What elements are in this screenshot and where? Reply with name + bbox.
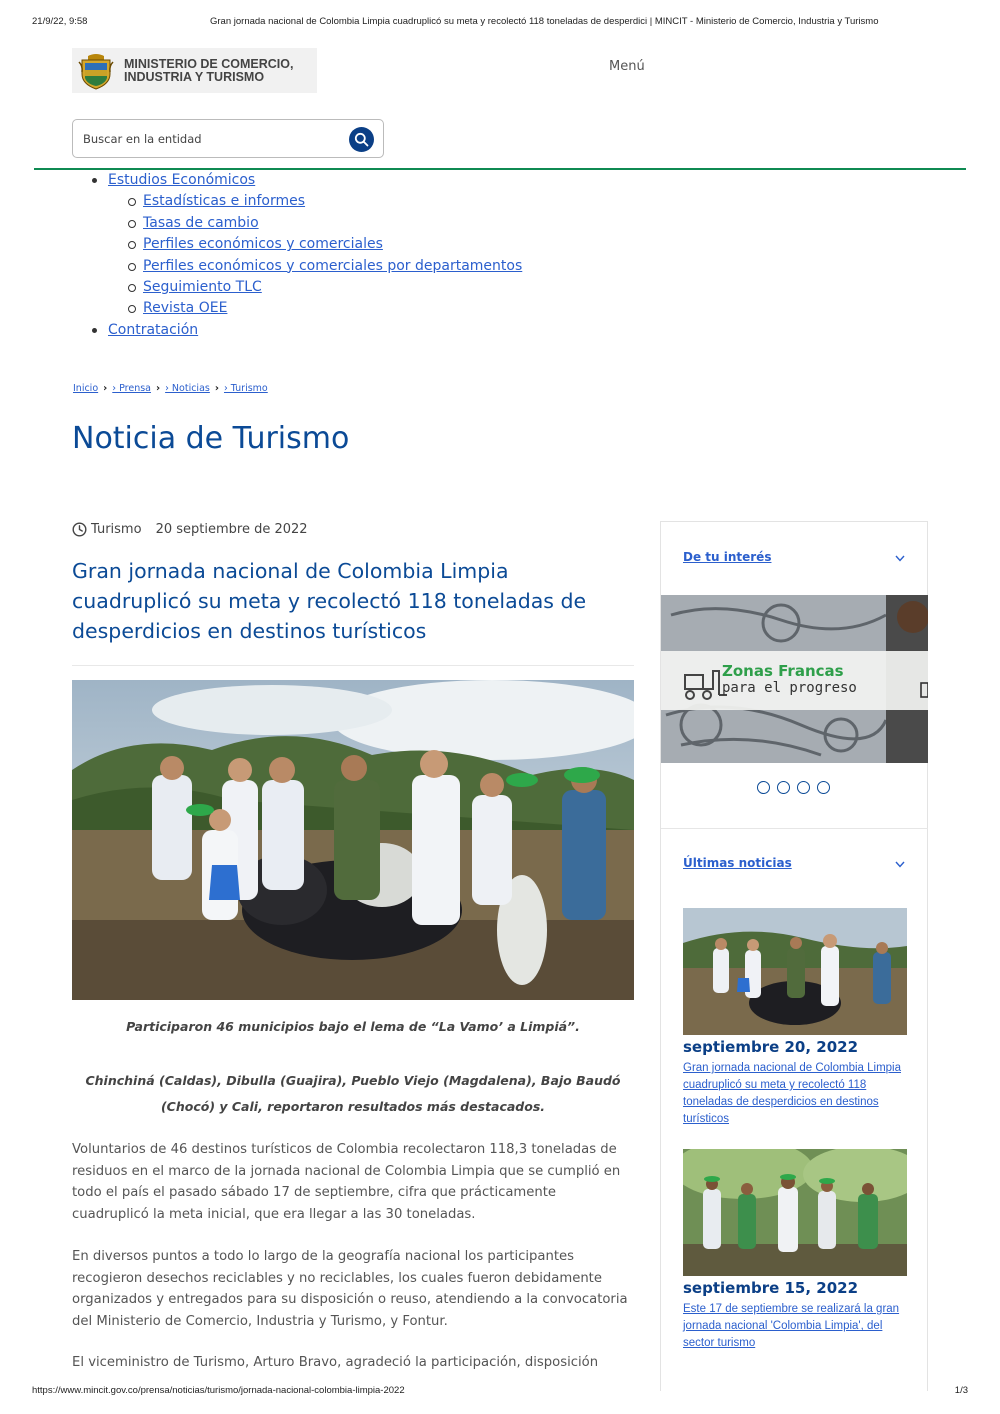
print-doc-title: Gran jornada nacional de Colombia Limpia cuadruplicó su meta y recolectó 118 toneladas de desperdici | MINCIT - Ministerio de Comercio, Industria y Turismo [210, 16, 879, 27]
page-title: Noticia de Turismo [72, 421, 350, 456]
news-link[interactable]: Gran jornada nacional de Colombia Limpia cuadruplicó su meta y recolectó 118 toneladas de desperdicios en destinos turísticos [683, 1062, 901, 1125]
nav-link-contratacion[interactable]: Contratación [108, 321, 199, 338]
article-photo [72, 680, 634, 1000]
zonas-francas-banner[interactable] [661, 595, 928, 763]
search-button[interactable] [349, 127, 374, 152]
banner-title: Zonas Francas [722, 662, 844, 680]
news-date: septiembre 20, 2022 [683, 1038, 859, 1056]
breadcrumb-separator: › [155, 383, 161, 394]
clock-icon [72, 522, 87, 537]
breadcrumb [73, 383, 268, 394]
article-divider [72, 665, 634, 666]
nav-sub-item [90, 234, 522, 255]
print-page-count: 1/3 [954, 1385, 968, 1396]
logo-text [124, 58, 293, 84]
photo-caption: Participaron 46 municipios bajo el lema de “La Vamo’ a Limpiá”. [126, 1019, 580, 1034]
nav-item-contratacion [90, 320, 522, 341]
article-meta [72, 522, 308, 537]
article-title: Gran jornada nacional de Colombia Limpia cuadruplicó su meta y recolectó 118 toneladas de desperdicios en destinos turísticos [72, 559, 587, 643]
shield-icon [78, 52, 114, 90]
nav-link-estadisticas[interactable]: Estadísticas e informes [143, 193, 306, 210]
nav-link-tasas[interactable]: Tasas de cambio [143, 214, 259, 231]
menu-button[interactable]: Menú [609, 59, 645, 74]
nav-item-estudios [90, 170, 522, 191]
nav-sub-item [90, 298, 522, 319]
news-link[interactable]: Este 17 de septiembre se realizará la gran jornada nacional 'Colombia Limpia', del sector turismo [683, 1303, 900, 1349]
news-thumbnail[interactable] [683, 1149, 907, 1276]
search-icon [354, 132, 369, 147]
nav-sub-item [90, 256, 522, 277]
breadcrumb-inicio[interactable]: Inicio [73, 383, 99, 394]
latest-news-heading[interactable]: Últimas noticias [683, 856, 792, 870]
news-thumbnail[interactable] [683, 908, 907, 1035]
nav-link-revista-oee[interactable]: Revista OEE [143, 300, 228, 317]
sidebar [660, 521, 928, 1391]
nav-sub-item [90, 277, 522, 298]
search-input[interactable] [83, 129, 343, 149]
nav-sub-item [90, 191, 522, 212]
chevron-down-icon[interactable] [895, 555, 905, 562]
breadcrumb-separator: › [214, 383, 219, 394]
search-box [72, 119, 384, 158]
nav-link-perfiles-departamentos[interactable]: Perfiles económicos y comerciales por departamentos [143, 257, 523, 274]
nav-link-estudios[interactable]: Estudios Económicos [108, 172, 256, 188]
carousel-dot[interactable] [777, 781, 790, 794]
breadcrumb-turismo[interactable]: › Turismo [223, 383, 268, 394]
logo-line-1: MINISTERIO DE COMERCIO, [124, 56, 294, 71]
ministry-logo[interactable] [72, 48, 317, 93]
article-date: 20 septiembre de 2022 [155, 522, 308, 537]
nav-sub-item [90, 213, 522, 234]
logo-line-2: INDUSTRIA Y TURISMO [124, 69, 265, 84]
nav-list [90, 170, 522, 341]
sidebar-divider [661, 828, 928, 829]
print-datetime: 21/9/22, 9:58 [32, 16, 88, 27]
breadcrumb-separator: › [103, 383, 108, 394]
breadcrumb-prensa[interactable]: › Prensa [112, 383, 151, 394]
print-url: https://www.mincit.gov.co/prensa/noticias/turismo/jornada-nacional-colombia-limpia-2022 [32, 1385, 405, 1396]
chevron-down-icon[interactable] [895, 861, 905, 868]
breadcrumb-noticias[interactable]: › Noticias [165, 383, 210, 394]
carousel-dots [757, 781, 837, 794]
interest-heading[interactable]: De tu interés [683, 550, 772, 564]
article-paragraph: El viceministro de Turismo, Arturo Bravo, agradeció la participación, disposición [72, 1355, 599, 1370]
carousel-dot[interactable] [757, 781, 770, 794]
article-paragraph: En diversos puntos a todo lo largo de la geografía nacional los participantes recogieron desechos reciclables y no reciclables, los cuales fueron debidamente organizados y entregados para su disposición o reuso, atendiendo a la convocatoria del Ministerio de Comercio, Industria y Turismo, y Fontur. [72, 1249, 628, 1329]
carousel-dot[interactable] [797, 781, 810, 794]
nav-link-seguimiento-tlc[interactable]: Seguimiento TLC [143, 279, 262, 296]
news-date: septiembre 15, 2022 [683, 1279, 859, 1297]
article-subtitle: Chinchiná (Caldas), Dibulla (Guajira), Pueblo Viejo (Magdalena), Bajo Baudó (Chocó) y Cali, reportaron resultados más destacados. [85, 1073, 621, 1114]
nav-link-perfiles[interactable]: Perfiles económicos y comerciales [143, 236, 383, 253]
banner-subtitle: para el progreso [722, 680, 857, 696]
article-paragraph: Voluntarios de 46 destinos turísticos de Colombia recolectaron 118,3 toneladas de residuos en el marco de la jornada nacional de Colombia Limpia que se cumplió en todo el país el pasado sábado 17 de septiembre, cifra que prácticamente cuadruplicó la meta inicial, que era llegar a las 30 toneladas. [72, 1142, 621, 1222]
article-category: Turismo [91, 522, 142, 537]
carousel-dot[interactable] [817, 781, 830, 794]
